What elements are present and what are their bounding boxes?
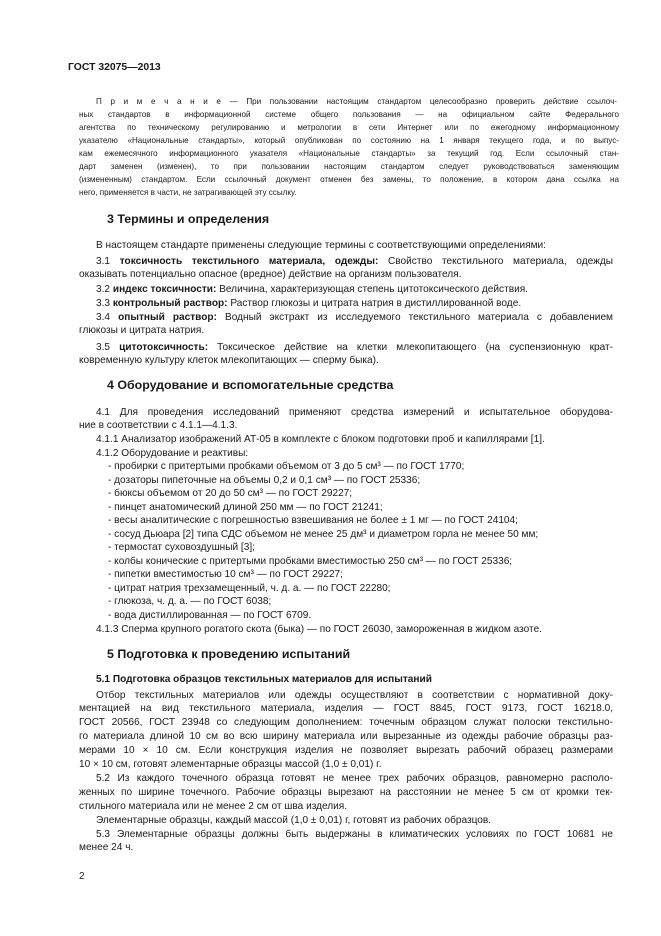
- term-3-1: [96, 257, 613, 267]
- term-3-1-cont: оказывать потенциально опасное (вредное) действие на организм пользователя.: [79, 269, 462, 280]
- list-item: - термостат суховоздушный [3];: [108, 542, 255, 553]
- term-name: цитотоксичность:: [119, 342, 209, 353]
- list-item: - бюксы объемом от 20 до 50 см³ — по ГОСТ 29227;: [108, 488, 353, 499]
- para-5-1-line: го материала длиной 10 см во всю ширину материала или вырезанные из одежды рабочие образцы раз-: [79, 731, 613, 742]
- list-item: - колбы конические с притертыми пробками вместимостью 250 см³ — по ГОСТ 25336;: [108, 556, 513, 567]
- para-5-2-line: 5.2 Из каждого точечного образца готовят не менее трех рабочих образцов, равномерно располо-: [96, 773, 613, 784]
- list-item: - дозаторы пипеточные на объемы 0,2 и 0,1 см³ — по ГОСТ 25336;: [108, 475, 421, 486]
- para-4-1-2: 4.1.2 Оборудование и реактивы:: [96, 448, 249, 459]
- term-name: контрольный раствор:: [112, 298, 228, 309]
- para-4-1-cont: ние в соответствии с 4.1.1—4.1.3.: [79, 420, 238, 431]
- term-3-4: [96, 313, 613, 323]
- note-line: (измененным) стандартом. Если ссылочный документ отменен без замены, то положение, в котором дана ссылка на: [79, 175, 619, 184]
- term-number: 3.5: [96, 342, 111, 353]
- term-definition: Водный экстракт из исследуемого текстильного материала с добавлением: [224, 312, 613, 323]
- note-line: кам ежемесячного информационного указателя «Национальные стандарты» за текущий год. Если ссылочный стан-: [79, 149, 619, 158]
- para-5-1-line: 10 × 10 см, готовят элементарные образцы массой (1,0 ± 0,01) г.: [79, 759, 382, 770]
- term-name: токсичность текстильного материала, одежды:: [119, 256, 379, 267]
- term-definition: Величина, характеризующая степень цитотоксического действия.: [219, 284, 528, 295]
- subsection-5-1-title: 5.1 Подготовка образцов текстильных материалов для испытаний: [96, 674, 432, 685]
- section-4-title: 4 Оборудование и вспомогательные средства: [107, 378, 394, 392]
- para-elementary: Элементарные образцы, каждый массой (1,0 ± 0,01) г, готовят из рабочих образцов.: [96, 815, 492, 826]
- term-3-4-cont: глюкозы и цитрата натрия.: [79, 325, 205, 336]
- list-item: - цитрат натрия трехзамещенный, ч. д. а. — по ГОСТ 22280;: [108, 583, 391, 594]
- list-item: - пинцет анатомический длиной 250 мм — по ГОСТ 21241;: [108, 502, 383, 513]
- term-definition: Свойство текстильного материала, одежды: [388, 256, 613, 267]
- para-4-1: 4.1 Для проведения исследований применяют средства измерений и испытательное оборудова-: [96, 407, 613, 418]
- list-item: - вода дистиллированная — по ГОСТ 6709.: [108, 610, 312, 621]
- term-definition: Токсическое действие на клетки млекопитающего (на суспензионную крат-: [217, 342, 613, 353]
- para-4-1-3: 4.1.3 Сперма крупного рогатого скота (быка) — по ГОСТ 26030, замороженная в жидком азоте.: [96, 624, 542, 635]
- term-number: 3.3: [96, 298, 111, 309]
- term-3-2: [96, 285, 528, 295]
- section-3-title: 3 Термины и определения: [107, 212, 270, 226]
- term-3-5-cont: ковременную культуру клеток млекопитающих — сперму быка).: [79, 355, 379, 366]
- note-line: П р и м е ч а н и е — При пользовании настоящим стандартом целесообразно проверить действие ссылоч-: [96, 97, 617, 106]
- para-4-1-1: 4.1.1 Анализатор изображений АТ-05 в комплекте с блоком подготовки проб и капиллярами [1].: [96, 434, 545, 445]
- term-3-5: [96, 343, 613, 353]
- note-line: указателю «Национальные стандарты», который опубликован по состоянию на 1 января текущего года, и по выпус-: [79, 136, 619, 145]
- section-3-intro: В настоящем стандарте применены следующие термины с соответствующими определениями:: [96, 240, 546, 251]
- para-5-2-line: стильного материала или не менее 2 см от шва изделия.: [79, 801, 348, 812]
- para-5-1-line: ГОСТ 20566, ГОСТ 23948 со следующим дополнением: точечным образцом служат полоски текстильно-: [79, 717, 613, 728]
- term-name: опытный раствор:: [118, 312, 217, 323]
- document-id: ГОСТ 32075—2013: [68, 62, 161, 73]
- para-5-1-line: мерами 10 × 10 см. Если конструкция изделия не позволяет вырезать рабочий образец размерами: [79, 745, 613, 756]
- list-item: - пробирки с притертыми пробками объемом от 3 до 5 см³ — по ГОСТ 1770;: [108, 461, 465, 472]
- note-line: ных стандартов в информационной системе общего пользования — на официальном сайте Федерального: [79, 110, 619, 119]
- para-5-2-line: женных по ширине точечного. Рабочие образцы вырезают на расстоянии не менее 5 см от кромки тек-: [79, 787, 613, 798]
- term-definition: Раствор глюкозы и цитрата натрия в дистиллированной воде.: [230, 298, 522, 309]
- term-number: 3.2: [96, 284, 111, 295]
- list-item: - весы аналитические с погрешностью взвешивания не более ± 1 мг — по ГОСТ 24104;: [108, 515, 518, 526]
- term-3-3: [96, 299, 521, 309]
- term-number: 3.1: [96, 256, 111, 267]
- list-item: - сосуд Дьюара [2] типа СДС объемом не менее 25 дм³ и диаметром горла не менее 50 мм;: [108, 529, 539, 540]
- term-name: индекс токсичности:: [112, 284, 217, 295]
- term-number: 3.4: [96, 312, 111, 323]
- para-5-3-line: 5.3 Элементарные образцы должны быть выдержаны в климатических условиях по ГОСТ 10681 не: [96, 829, 613, 840]
- para-5-1-line: Отбор текстильных материалов или одежды осуществляют в соответствии с нормативной доку-: [96, 690, 613, 701]
- section-5-title: 5 Подготовка к проведению испытаний: [107, 647, 351, 661]
- note-line: него, применяется в части, не затрагивающей эту ссылку.: [79, 188, 297, 197]
- para-5-1-line: ментацией на вид текстильного материала, изделия — ГОСТ 8845, ГОСТ 9173, ГОСТ 16218.0,: [79, 703, 613, 714]
- note-line: дарт заменен (изменен), то при пользовании настоящим стандартом следует руководствоваться заменяющим: [79, 162, 619, 171]
- list-item: - глюкоза, ч. д. а. — по ГОСТ 6038;: [108, 596, 272, 607]
- page-number: 2: [79, 871, 85, 882]
- note-line: агентства по техническому регулированию и метрологии в сети Интернет или по ежегодному информационному: [79, 123, 619, 132]
- list-item: - пипетки вместимостью 10 см³ — по ГОСТ 29227;: [108, 569, 343, 580]
- para-5-3-line: менее 24 ч.: [79, 842, 134, 853]
